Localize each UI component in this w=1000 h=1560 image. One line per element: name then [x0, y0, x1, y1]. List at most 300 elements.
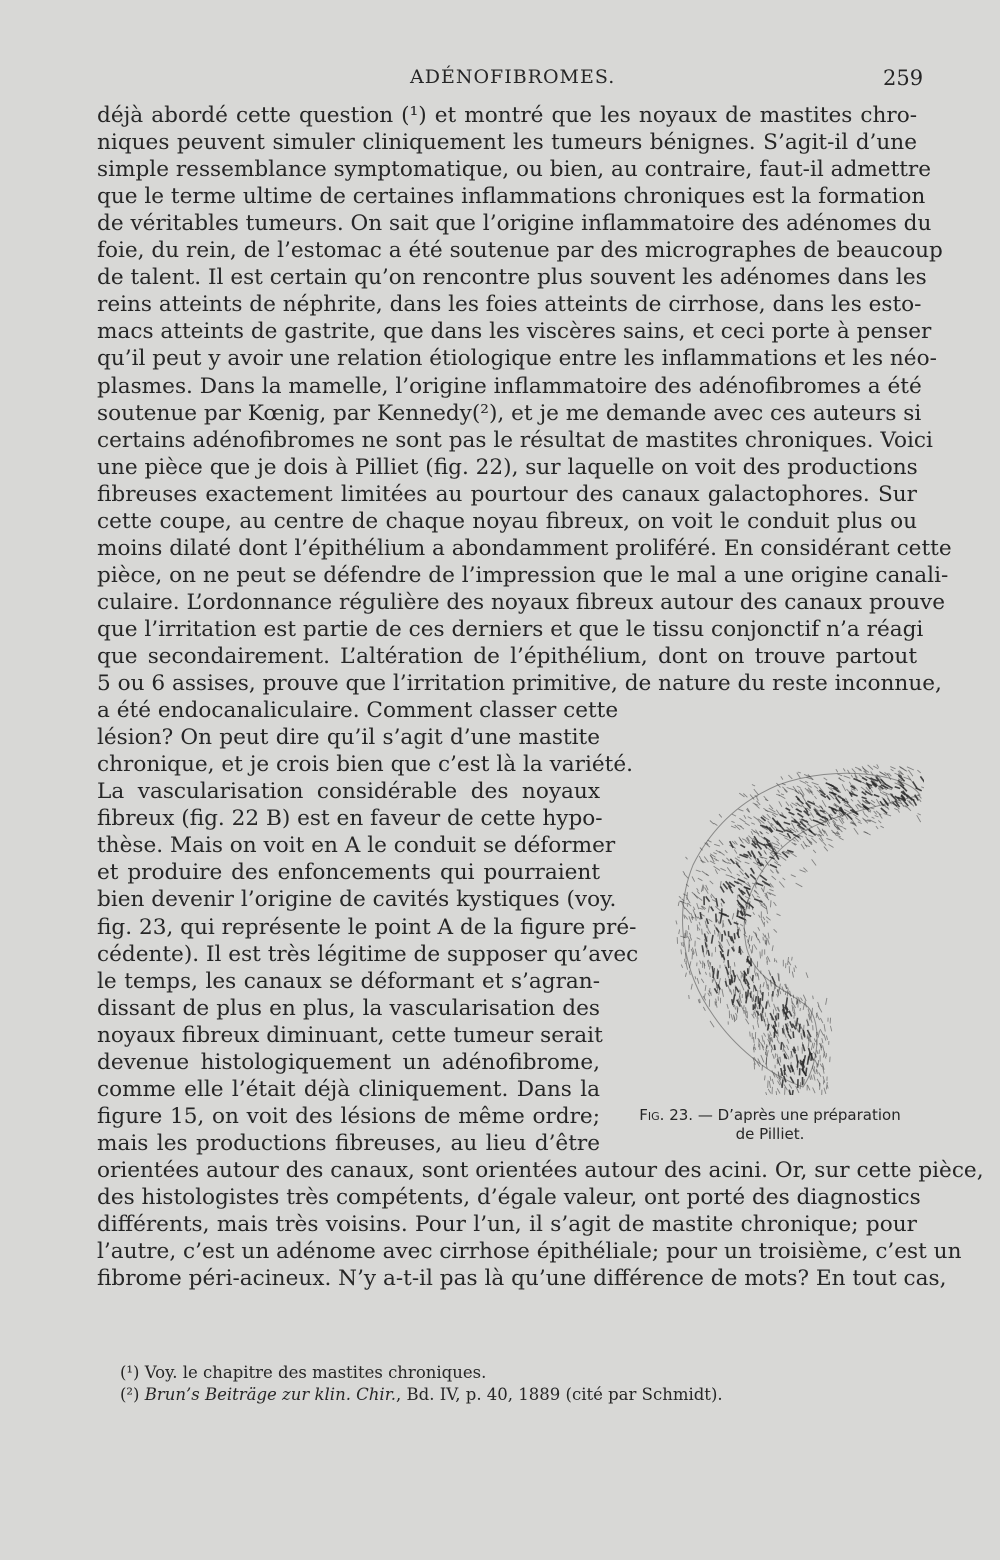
tissue-stroke: [706, 896, 710, 901]
tissue-stroke: [719, 851, 724, 855]
tissue-stroke: [678, 902, 679, 906]
tissue-stroke: [874, 795, 880, 797]
tissue-stroke: [768, 1034, 769, 1039]
tissue-stroke: [761, 1055, 764, 1062]
tissue-stroke: [689, 933, 690, 936]
text-line: que le terme ultime de certaines inflammations chroniques est la formation: [97, 184, 926, 210]
tissue-stroke: [789, 812, 795, 815]
tissue-stroke: [699, 908, 703, 909]
tissue-stroke: [719, 814, 722, 817]
tissue-stroke: [792, 1005, 793, 1011]
tissue-stroke: [683, 942, 684, 947]
tissue-stroke: [705, 985, 706, 991]
tissue-stroke: [871, 800, 875, 803]
tissue-stroke: [738, 879, 745, 882]
tissue-stroke: [746, 1019, 749, 1024]
tissue-stroke: [737, 975, 740, 981]
tissue-stroke: [688, 903, 692, 906]
tissue-stroke: [731, 821, 734, 822]
tissue-stroke: [766, 917, 771, 921]
tissue-stroke: [876, 811, 881, 815]
tissue-stroke: [699, 922, 700, 926]
tissue-stroke: [679, 896, 681, 898]
tissue-stroke: [764, 1041, 765, 1045]
tissue-stroke: [813, 996, 814, 1000]
tissue-stroke: [739, 927, 741, 931]
tissue-stroke: [836, 769, 838, 772]
text-line: thèse. Mais on voit en A le conduit se déformer: [97, 833, 616, 859]
tissue-stroke: [891, 769, 894, 771]
text-line: chronique, et je crois bien que c’est là la variété.: [97, 752, 634, 778]
text-line: moins dilaté dont l’épithélium a abondamment proliféré. En considérant cette: [97, 535, 952, 561]
tissue-stroke: [751, 936, 752, 941]
tissue-stroke: [715, 906, 721, 911]
tissue-stroke: [734, 933, 735, 939]
tissue-stroke: [751, 831, 753, 835]
tissue-stroke: [753, 1025, 754, 1029]
tissue-stroke: [760, 875, 767, 880]
tissue-stroke: [849, 782, 851, 785]
tissue-stroke: [770, 1038, 771, 1044]
tissue-stroke: [771, 1025, 773, 1029]
tissue-stroke: [811, 1013, 812, 1019]
tissue-stroke: [710, 973, 711, 978]
tissue-stroke: [750, 1032, 751, 1037]
tissue-stroke: [711, 894, 715, 899]
tissue-stroke: [709, 931, 711, 934]
tissue-stroke: [789, 1084, 792, 1088]
tissue-stroke: [737, 921, 738, 928]
tissue-stroke: [789, 1011, 792, 1017]
tissue-stroke: [703, 953, 704, 958]
tissue-stroke: [803, 868, 807, 872]
tissue-stroke: [804, 1055, 806, 1063]
tissue-stroke: [728, 863, 731, 864]
tissue-stroke: [714, 858, 717, 860]
tissue-stroke: [740, 924, 743, 926]
tissue-stroke: [801, 1033, 802, 1039]
tissue-stroke: [801, 844, 804, 849]
tissue-stroke: [760, 952, 761, 959]
text-line: soutenue par Kœnig, par Kennedy(²), et je me demande avec ces auteurs si: [97, 400, 922, 426]
tissue-stroke: [777, 1088, 780, 1093]
tissue-stroke: [881, 808, 887, 814]
tissue-stroke: [742, 839, 746, 841]
text-line: fig. 23, qui représente le point A de la figure pré-: [97, 914, 637, 940]
tissue-stroke: [788, 1023, 789, 1026]
text-line: fibreux (fig. 22 B) est en faveur de cette hypo-: [97, 806, 603, 832]
tissue-stroke: [837, 774, 842, 776]
tissue-stroke: [865, 791, 872, 795]
figure-caption: [610, 1106, 930, 1144]
tissue-stroke: [774, 902, 777, 906]
tissue-stroke: [755, 1012, 756, 1017]
tissue-stroke: [764, 886, 765, 891]
tissue-stroke: [751, 823, 755, 825]
text-line: foie, du rein, de l’estomac a été soutenue par des micrographes de beaucoup: [97, 238, 943, 264]
text-line: une pièce que je dois à Pilliet (fig. 22), sur laquelle on voit des productions: [97, 454, 918, 480]
tissue-stroke: [716, 860, 720, 861]
tissue-stroke: [827, 1085, 828, 1088]
text-line: le temps, les canaux se déformant et s’agran-: [97, 968, 600, 994]
tissue-stroke: [710, 881, 714, 884]
tissue-stroke: [687, 903, 688, 907]
tissue-stroke: [692, 953, 693, 959]
tissue-stroke: [858, 800, 861, 804]
tissue-stroke: [676, 921, 677, 925]
text-line: devenue histologiquement un adénofibrome,: [97, 1049, 600, 1075]
tissue-stroke: [794, 968, 795, 972]
tissue-stroke: [686, 857, 688, 859]
tissue-stroke: [905, 805, 911, 810]
tissue-stroke: [795, 803, 802, 807]
tissue-stroke: [805, 781, 808, 783]
tissue-stroke: [806, 1068, 807, 1075]
tissue-stroke: [796, 809, 802, 812]
tissue-stroke: [826, 998, 827, 1005]
tissue-stroke: [698, 878, 703, 881]
tissue-stroke: [765, 1013, 766, 1017]
text-line: culaire. L’ordonnance régulière des noyaux fibreux autour des canaux prouve: [97, 589, 945, 615]
tissue-stroke: [766, 907, 767, 914]
tissue-stroke: [709, 919, 713, 921]
tissue-stroke: [801, 805, 806, 810]
tissue-stroke: [759, 915, 761, 918]
tissue-stroke: [696, 870, 701, 872]
tissue-stroke: [809, 830, 816, 835]
tissue-stroke: [753, 985, 754, 992]
tissue-stroke: [679, 929, 680, 934]
tissue-stroke: [813, 850, 816, 853]
tissue-stroke: [684, 915, 685, 919]
tissue-stroke: [702, 929, 703, 935]
tissue-stroke: [827, 796, 831, 800]
tissue-stroke: [769, 1081, 770, 1088]
tissue-stroke: [823, 842, 826, 846]
tissue-stroke: [708, 906, 709, 913]
tissue-stroke: [812, 859, 817, 865]
tissue-stroke: [858, 822, 862, 824]
tissue-stroke: [754, 944, 757, 949]
tissue-stroke: [756, 933, 757, 938]
caption-line-2: de Pilliet.: [735, 1125, 805, 1143]
text-line: figure 15, on voit des lésions de même ordre;: [97, 1103, 600, 1129]
tissue-stroke: [829, 844, 834, 847]
tissue-stroke: [779, 833, 784, 836]
tissue-stroke: [773, 991, 774, 996]
tissue-stroke: [793, 1031, 794, 1038]
running-title: ADÉNOFIBROMES.: [410, 66, 616, 88]
text-line: simple ressemblance symptomatique, ou bien, au contraire, faut-il admettre: [97, 157, 932, 183]
tissue-stroke: [775, 826, 778, 829]
tissue-stroke: [801, 998, 803, 1001]
tissue-stroke: [788, 987, 789, 990]
text-line: de talent. Il est certain qu’on rencontre plus souvent les adénomes dans les: [97, 265, 927, 291]
text-line: que secondairement. L’altération de l’épithélium, dont on trouve partout: [97, 644, 917, 669]
tissue-stroke: [766, 1057, 767, 1065]
tissue-stroke: [792, 998, 793, 1003]
tissue-stroke: [702, 945, 703, 952]
tissue-stroke: [710, 821, 714, 825]
tissue-stroke: [714, 823, 718, 825]
tissue-stroke: [814, 1038, 816, 1042]
tissue-stroke: [791, 853, 797, 857]
tissue-stroke: [693, 909, 696, 916]
tissue-stroke: [872, 817, 875, 819]
tissue-stroke: [810, 812, 813, 817]
tissue-stroke: [705, 921, 707, 928]
tissue-stroke: [868, 765, 873, 770]
text-line: comme elle l’était déjà cliniquement. Dans la: [97, 1076, 600, 1102]
tissue-stroke: [704, 993, 705, 997]
tissue-stroke: [808, 1085, 811, 1090]
tissue-stroke: [791, 1066, 793, 1072]
tissue-stroke: [707, 931, 709, 934]
tissue-stroke: [697, 938, 701, 940]
tissue-stroke: [734, 1016, 735, 1023]
tissue-stroke: [765, 1075, 766, 1080]
tissue-stroke: [740, 979, 742, 983]
tissue-stroke: [685, 908, 690, 914]
tissue-stroke: [766, 832, 769, 834]
tissue-stroke: [815, 1060, 818, 1065]
tissue-stroke: [773, 1054, 775, 1059]
text-line: 5 ou 6 assises, prouve que l’irritation primitive, de nature du reste inconnue,: [97, 671, 942, 697]
tissue-stroke: [810, 818, 812, 821]
tissue-stroke: [719, 840, 723, 845]
tissue-stroke: [704, 857, 708, 863]
tissue-stroke: [774, 862, 779, 865]
tissue-stroke: [764, 1019, 765, 1023]
tissue-stroke: [734, 962, 735, 966]
tissue-stroke: [746, 920, 747, 923]
tissue-stroke: [855, 817, 860, 821]
text-line: macs atteints de gastrite, que dans les viscères sains, et ceci porte à penser: [97, 319, 932, 345]
tissue-stroke: [777, 1054, 778, 1058]
tissue-stroke: [719, 978, 721, 986]
tissue-stroke: [697, 924, 698, 930]
tissue-stroke: [795, 1021, 796, 1026]
text-line: reins atteints de néphrite, dans les foies atteints de cirrhose, dans les esto-: [97, 292, 922, 318]
tissue-stroke: [796, 1018, 797, 1027]
tissue-stroke: [740, 990, 741, 994]
tissue-stroke: [721, 903, 722, 907]
tissue-stroke: [824, 810, 829, 815]
tissue-stroke: [795, 965, 796, 968]
tissue-stroke: [854, 828, 859, 834]
tissue-stroke: [811, 1043, 813, 1051]
tissue-stroke: [725, 850, 727, 853]
text-line: orientées autour des canaux, sont orientées autour des acini. Or, sur cette pièce,: [97, 1157, 984, 1183]
tissue-stroke: [803, 841, 807, 847]
tissue-stroke: [741, 983, 744, 990]
tissue-stroke: [754, 985, 756, 991]
tissue-stroke: [754, 891, 759, 895]
tissue-stroke: [733, 970, 735, 977]
tissue-stroke: [745, 862, 750, 864]
tissue-stroke: [690, 936, 692, 940]
tissue-stroke: [705, 972, 706, 975]
tissue-stroke: [684, 874, 688, 879]
tissue-stroke: [764, 1033, 766, 1037]
tissue-stroke: [768, 1000, 770, 1007]
tissue-stroke: [714, 844, 720, 846]
tissue-stroke: [751, 949, 752, 953]
tissue-stroke: [723, 884, 728, 890]
tissue-stroke: [701, 914, 704, 916]
tissue-stroke: [803, 1030, 805, 1037]
tissue-stroke: [796, 829, 798, 832]
tissue-stroke: [685, 916, 688, 920]
tissue-stroke: [839, 837, 844, 840]
tissue-stroke: [757, 1018, 758, 1023]
tissue-stroke: [758, 939, 760, 943]
tissue-stroke: [855, 767, 861, 770]
tissue-stroke: [836, 798, 841, 804]
tissue-stroke: [762, 1035, 763, 1041]
tissue-stroke: [781, 845, 783, 848]
tissue-stroke: [824, 778, 828, 781]
tissue-stroke: [792, 1090, 793, 1095]
tissue-stroke: [792, 839, 795, 841]
tissue-stroke: [863, 811, 865, 814]
tissue-stroke: [706, 948, 707, 955]
tissue-stroke: [762, 992, 763, 1001]
tissue-stroke: [748, 985, 750, 990]
text-line: lésion? On peut dire qu’il s’agit d’une mastite: [97, 725, 600, 751]
text-line: de véritables tumeurs. On sait que l’origine inflammatoire des adénomes du: [97, 211, 932, 237]
figure-label: Fig. 23.: [639, 1106, 694, 1124]
tissue-stroke: [786, 802, 789, 806]
tissue-stroke: [876, 826, 878, 829]
tissue-stroke: [852, 769, 856, 773]
tissue-stroke: [765, 940, 766, 945]
tissue-stroke: [774, 929, 777, 932]
tissue-stroke: [686, 897, 690, 904]
tissue-stroke: [878, 820, 881, 823]
tissue-stroke: [908, 770, 913, 776]
tissue-stroke: [788, 961, 791, 965]
caption-line-1: — D’après une préparation: [693, 1106, 901, 1124]
tissue-stroke: [824, 847, 828, 852]
tissue-stroke: [809, 1048, 811, 1054]
tissue-stroke: [898, 809, 900, 812]
tissue-stroke: [692, 877, 695, 882]
tissue-stroke: [780, 991, 781, 994]
tissue-stroke: [771, 900, 772, 907]
text-line: que l’irritation est partie de ces derniers et que le tissu conjonctif n’a réagi: [97, 616, 924, 642]
tissue-stroke: [687, 931, 688, 938]
tissue-stroke: [807, 785, 812, 788]
tissue-stroke: [770, 1076, 771, 1081]
tissue-stroke: [862, 797, 867, 799]
tissue-stroke: [754, 789, 759, 795]
tissue-stroke: [776, 1091, 777, 1095]
tissue-stroke: [838, 778, 844, 782]
tissue-stroke: [779, 882, 784, 888]
tissue-stroke: [875, 816, 879, 817]
tissue-stroke: [701, 979, 704, 983]
tissue-stroke: [753, 1037, 754, 1043]
tissue-stroke: [728, 949, 729, 956]
tissue-stroke: [715, 869, 717, 874]
text-line: niques peuvent simuler cliniquement les tumeurs bénignes. S’agit-il d’une: [97, 130, 917, 156]
text-line: pièce, on ne peut se défendre de l’impression que le mal a une origine canali-: [97, 562, 949, 588]
tissue-stroke: [730, 859, 734, 864]
tissue-stroke: [697, 897, 702, 901]
tissue-stroke: [820, 1029, 824, 1036]
tissue-stroke: [708, 950, 709, 956]
tissue-stroke: [748, 817, 752, 819]
tissue-stroke: [757, 896, 760, 898]
tissue-stroke: [720, 915, 722, 923]
tissue-stroke: [728, 985, 731, 992]
tissue-stroke: [733, 1003, 734, 1007]
tissue-stroke: [820, 1018, 823, 1023]
tissue-stroke: [774, 1025, 776, 1031]
tissue-stroke: [711, 992, 712, 996]
tissue-stroke: [763, 808, 768, 812]
tissue-stroke: [744, 878, 748, 880]
tissue-stroke: [761, 888, 763, 893]
tissue-stroke: [803, 995, 806, 1001]
tissue-stroke: [890, 793, 893, 794]
text-line: plasmes. Dans la mamelle, l’origine inflammatoire des adénofibromes a été: [97, 373, 922, 399]
tissue-stroke: [689, 995, 690, 999]
tissue-stroke: [782, 1079, 783, 1088]
text-line: déjà abordé cette question (¹) et montré que les noyaux de mastites chro-: [97, 103, 917, 128]
tissue-stroke: [796, 1054, 798, 1063]
tissue-stroke: [786, 997, 787, 1005]
tissue-stroke: [737, 1006, 738, 1012]
tissue-stroke: [703, 1007, 705, 1011]
tissue-stroke: [839, 818, 843, 824]
tissue-stroke: [744, 815, 746, 819]
tissue-stroke: [695, 976, 696, 979]
tissue-stroke: [732, 814, 736, 816]
footnote-citation-title: Brun’s Beiträge zur klin. Chir.: [139, 1385, 397, 1404]
tissue-stroke: [783, 878, 786, 880]
tissue-stroke: [781, 776, 783, 779]
tissue-stroke: [843, 828, 846, 830]
tissue-stroke: [777, 1039, 779, 1044]
tissue-stroke: [697, 903, 699, 909]
footnote-text: Voy. le chapitre des mastites chroniques.: [139, 1363, 487, 1382]
tissue-stroke: [818, 1060, 819, 1065]
tissue-stroke: [877, 764, 879, 767]
tissue-stroke: [787, 833, 790, 838]
tissue-stroke: [787, 1045, 789, 1050]
tissue-stroke: [774, 1045, 775, 1050]
tissue-stroke: [808, 1034, 809, 1041]
tissue-stroke: [851, 775, 853, 778]
tissue-stroke: [706, 918, 708, 924]
tissue-stroke: [735, 1005, 736, 1010]
tissue-stroke: [787, 788, 794, 790]
tissue-stroke: [818, 1030, 819, 1037]
tissue-stroke: [731, 1014, 733, 1020]
footnote-marker: (¹): [120, 1363, 140, 1382]
tissue-stroke: [737, 857, 740, 858]
tissue-stroke: [752, 894, 755, 898]
tissue-stroke: [918, 814, 921, 816]
tissue-stroke: [768, 1089, 771, 1093]
tissue-stroke: [808, 1041, 809, 1048]
tissue-stroke: [866, 821, 868, 823]
tissue-stroke: [917, 770, 920, 773]
tissue-stroke: [800, 870, 806, 872]
text-line: bien devenir l’origine de cavités kystiques (voy.: [97, 887, 617, 913]
